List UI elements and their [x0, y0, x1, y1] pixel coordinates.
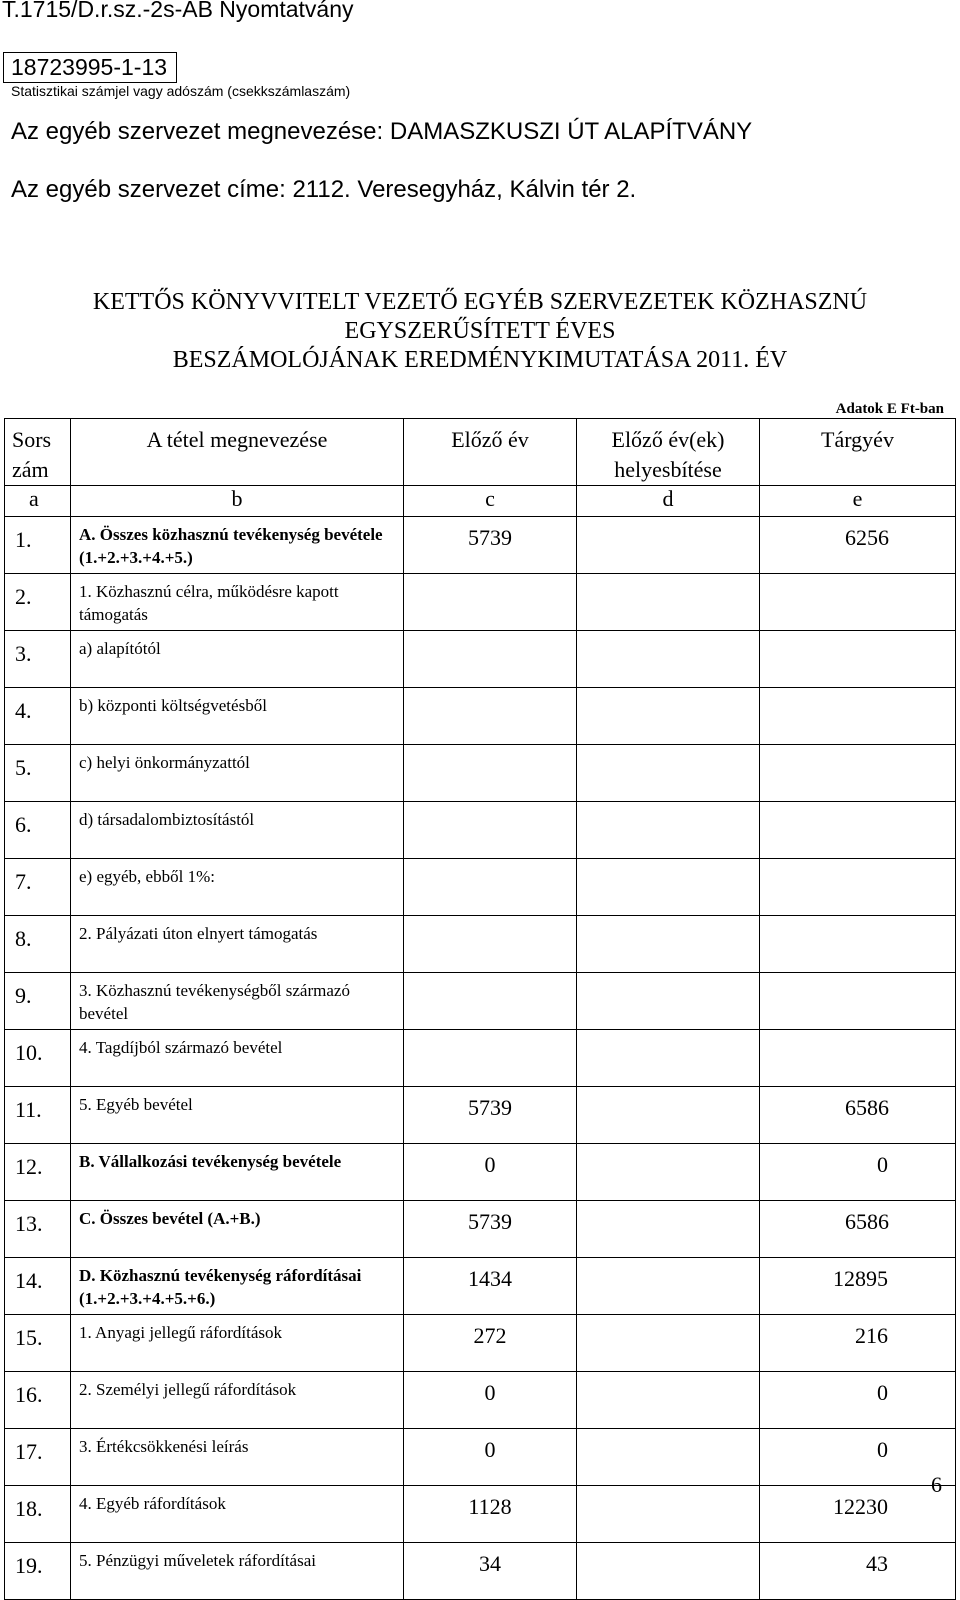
- row-prev-year: [404, 859, 577, 916]
- letter-c: c: [404, 486, 577, 517]
- row-name: 2. Pályázati úton elnyert támogatás: [71, 916, 404, 973]
- row-number: 3.: [5, 631, 71, 688]
- table-row: [5, 916, 956, 973]
- row-correction: [577, 802, 760, 859]
- row-current-year: [760, 745, 956, 802]
- row-number: 1.: [5, 517, 71, 574]
- row-number: 11.: [5, 1087, 71, 1144]
- row-prev-year: [404, 916, 577, 973]
- row-correction: [577, 859, 760, 916]
- row-correction: [577, 631, 760, 688]
- row-number: 14.: [5, 1258, 71, 1315]
- row-name: C. Összes bevétel (A.+B.): [71, 1201, 404, 1258]
- income-statement-table: [4, 418, 956, 1600]
- table-row: [5, 1486, 956, 1543]
- letter-d: d: [577, 486, 760, 517]
- form-code: T.1715/D.r.sz.-2s-AB Nyomtatvány: [2, 0, 354, 22]
- col-header-corr-line1: Előző év(ek): [611, 427, 725, 452]
- row-name: D. Közhasznú tevékenység ráfordításai (1.+2.+3.+4.+5.+6.): [71, 1258, 404, 1315]
- row-correction: [577, 1201, 760, 1258]
- row-name: A. Összes közhasznú tevékenység bevétele (1.+2.+3.+4.+5.): [71, 517, 404, 574]
- row-current-year: 12895: [760, 1258, 956, 1315]
- row-number: 13.: [5, 1201, 71, 1258]
- row-name: d) társadalombiztosítástól: [71, 802, 404, 859]
- row-number: 4.: [5, 688, 71, 745]
- row-correction: [577, 1486, 760, 1543]
- row-current-year: [760, 688, 956, 745]
- row-prev-year: 0: [404, 1372, 577, 1429]
- row-correction: [577, 517, 760, 574]
- row-prev-year: 0: [404, 1144, 577, 1201]
- row-current-year: [760, 973, 956, 1030]
- row-prev-year: 5739: [404, 1087, 577, 1144]
- row-correction: [577, 574, 760, 631]
- row-name: 4. Tagdíjból származó bevétel: [71, 1030, 404, 1087]
- report-title-line-3: BESZÁMOLÓJÁNAK EREDMÉNYKIMUTATÁSA 2011. ÉV: [172, 347, 788, 373]
- row-number: 19.: [5, 1543, 71, 1600]
- row-current-year: [760, 1030, 956, 1087]
- row-name: b) központi költségvetésből: [71, 688, 404, 745]
- col-header-prev-label: Előző év: [451, 427, 529, 452]
- row-prev-year: 1128: [404, 1486, 577, 1543]
- col-header-current: [760, 419, 956, 486]
- row-prev-year: [404, 688, 577, 745]
- row-current-year: 0: [760, 1429, 956, 1486]
- row-prev-year: [404, 973, 577, 1030]
- row-prev-year: 272: [404, 1315, 577, 1372]
- tax-id-caption: Statisztikai számjel vagy adószám (csekkszámlaszám): [11, 83, 351, 99]
- row-current-year: [760, 802, 956, 859]
- letter-e: e: [760, 486, 956, 517]
- col-header-sors-line2: zám: [12, 457, 49, 482]
- table-row: [5, 745, 956, 802]
- row-correction: [577, 1030, 760, 1087]
- unit-note: Adatok E Ft-ban: [835, 401, 944, 417]
- col-header-name: [71, 419, 404, 486]
- row-name: a) alapítótól: [71, 631, 404, 688]
- row-current-year: [760, 631, 956, 688]
- tax-id-value: 18723995-1-13: [11, 54, 168, 80]
- row-prev-year: 5739: [404, 1201, 577, 1258]
- row-name: 2. Személyi jellegű ráfordítások: [71, 1372, 404, 1429]
- report-title-line-1: KETTŐS KÖNYVVITELT VEZETŐ EGYÉB SZERVEZETEK KÖZHASZNÚ: [92, 289, 868, 315]
- row-name: 1. Anyagi jellegű ráfordítások: [71, 1315, 404, 1372]
- table-row: [5, 1087, 956, 1144]
- table-row: [5, 1201, 956, 1258]
- col-header-prev: [404, 419, 577, 486]
- letter-b: b: [71, 486, 404, 517]
- table-row: [5, 517, 956, 574]
- row-name: 4. Egyéb ráfordítások: [71, 1486, 404, 1543]
- col-header-name-label: A tétel megnevezése: [146, 427, 328, 452]
- row-current-year: 6586: [760, 1201, 956, 1258]
- row-prev-year: 34: [404, 1543, 577, 1600]
- col-header-corr-line2: helyesbítése: [614, 457, 722, 482]
- row-correction: [577, 916, 760, 973]
- row-current-year: [760, 916, 956, 973]
- row-correction: [577, 1543, 760, 1600]
- row-correction: [577, 1372, 760, 1429]
- table-row: [5, 1372, 956, 1429]
- row-prev-year: [404, 802, 577, 859]
- table-row: [5, 859, 956, 916]
- row-prev-year: 1434: [404, 1258, 577, 1315]
- table-row: [5, 973, 956, 1030]
- col-header-current-label: Tárgyév: [821, 427, 894, 452]
- row-current-year: 6256: [760, 517, 956, 574]
- row-correction: [577, 1258, 760, 1315]
- row-prev-year: [404, 574, 577, 631]
- row-number: 7.: [5, 859, 71, 916]
- col-header-corr: [577, 419, 760, 486]
- row-current-year: [760, 574, 956, 631]
- row-name: 5. Egyéb bevétel: [71, 1087, 404, 1144]
- row-current-year: 0: [760, 1372, 956, 1429]
- row-number: 10.: [5, 1030, 71, 1087]
- row-number: 6.: [5, 802, 71, 859]
- row-number: 9.: [5, 973, 71, 1030]
- row-correction: [577, 688, 760, 745]
- table-row: [5, 802, 956, 859]
- row-current-year: 0: [760, 1144, 956, 1201]
- row-current-year: 12230: [760, 1486, 956, 1543]
- row-name: 1. Közhasznú célra, működésre kapott támogatás: [71, 574, 404, 631]
- row-correction: [577, 1315, 760, 1372]
- row-current-year: [760, 859, 956, 916]
- row-number: 12.: [5, 1144, 71, 1201]
- org-address: Az egyéb szervezet címe: 2112. Veresegyház, Kálvin tér 2.: [11, 176, 637, 203]
- row-correction: [577, 745, 760, 802]
- row-number: 15.: [5, 1315, 71, 1372]
- row-current-year: 43: [760, 1543, 956, 1600]
- row-name: 5. Pénzügyi műveletek ráfordításai: [71, 1543, 404, 1600]
- row-current-year: 216: [760, 1315, 956, 1372]
- row-prev-year: 5739: [404, 517, 577, 574]
- col-header-sors: [5, 419, 71, 486]
- table-row: [5, 1429, 956, 1486]
- row-prev-year: [404, 745, 577, 802]
- letter-row: [5, 486, 956, 517]
- table-row: [5, 1030, 956, 1087]
- row-name: 3. Közhasznú tevékenységből származó bevétel: [71, 973, 404, 1030]
- table-row: [5, 1258, 956, 1315]
- row-current-year: 6586: [760, 1087, 956, 1144]
- row-prev-year: [404, 631, 577, 688]
- page-number: 6: [931, 1472, 942, 1497]
- header-row: [5, 419, 956, 486]
- row-prev-year: [404, 1030, 577, 1087]
- row-number: 18.: [5, 1486, 71, 1543]
- col-header-sors-line1: Sors: [12, 427, 52, 452]
- row-prev-year: 0: [404, 1429, 577, 1486]
- row-number: 5.: [5, 745, 71, 802]
- row-name: e) egyéb, ebből 1%:: [71, 859, 404, 916]
- row-correction: [577, 1144, 760, 1201]
- row-number: 8.: [5, 916, 71, 973]
- row-number: 2.: [5, 574, 71, 631]
- row-name: 3. Értékcsökkenési leírás: [71, 1429, 404, 1486]
- table-row: [5, 631, 956, 688]
- row-correction: [577, 973, 760, 1030]
- report-title-line-2: EGYSZERŰSÍTETT ÉVES: [344, 318, 616, 344]
- table-row: [5, 1144, 956, 1201]
- table-row: [5, 1315, 956, 1372]
- letter-a: a: [5, 486, 71, 517]
- row-name: B. Vállalkozási tevékenység bevétele: [71, 1144, 404, 1201]
- row-number: 17.: [5, 1429, 71, 1486]
- row-name: c) helyi önkormányzattól: [71, 745, 404, 802]
- table-row: [5, 574, 956, 631]
- org-name: Az egyéb szervezet megnevezése: DAMASZKUSZI ÚT ALAPÍTVÁNY: [11, 118, 753, 145]
- row-correction: [577, 1429, 760, 1486]
- table-row: [5, 688, 956, 745]
- row-correction: [577, 1087, 760, 1144]
- table-row: [5, 1543, 956, 1600]
- row-number: 16.: [5, 1372, 71, 1429]
